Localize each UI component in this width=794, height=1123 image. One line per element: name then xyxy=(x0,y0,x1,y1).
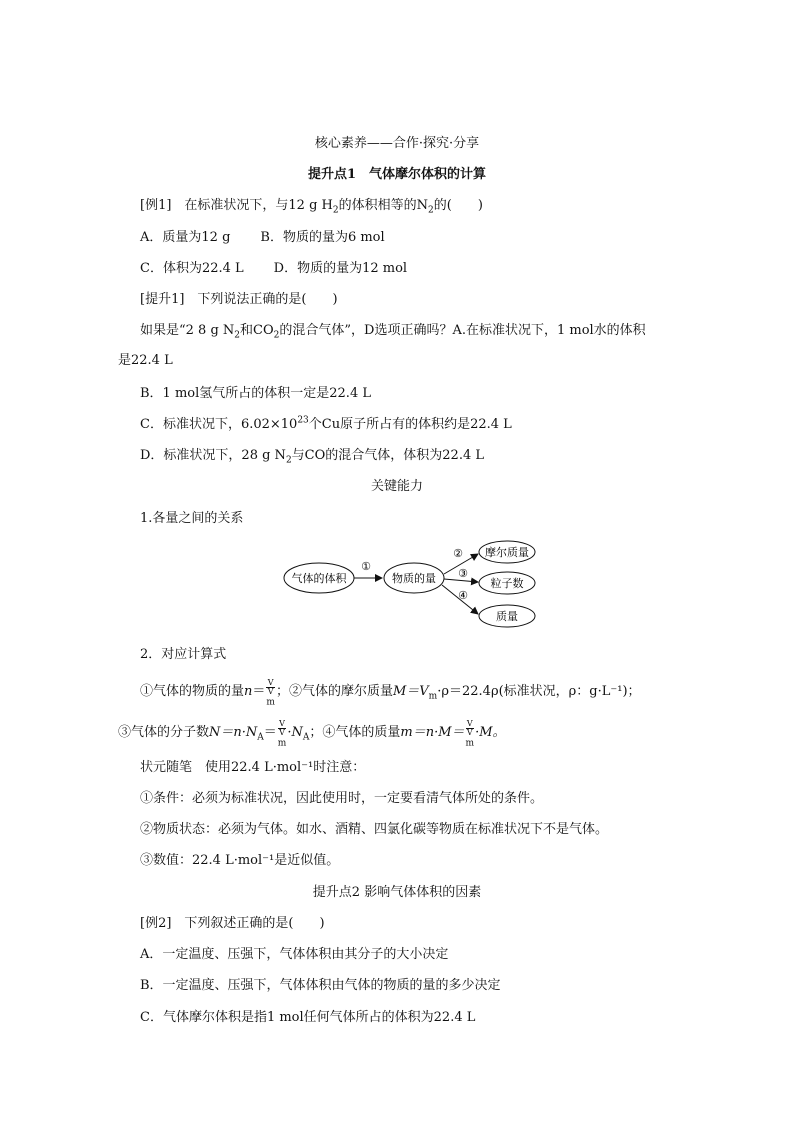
point2-title: 提升点2 影响气体体积的因素 xyxy=(312,885,482,900)
option-c: C．体积为22.4 L xyxy=(140,261,244,276)
practice1-question: 如果是“2 8 g $N_2$和$CO_2$的混合气体”，D选项正确吗？A.在标准状况下，1 mol水的体积 xyxy=(140,323,646,341)
mass-label: 质量 xyxy=(496,610,518,623)
note-1: ①条件：必须为标准状况，因此使用时，一定要看清气体所处的条件。 xyxy=(140,791,544,806)
option-b: B．物质的量为6 mol xyxy=(260,230,385,245)
relation-heading: 1.各量之间的关系 xyxy=(140,511,244,526)
note-3: ③数值：22.4 L·mol⁻¹是近似值。 xyxy=(140,853,340,868)
practice1-option-c: C．标准状况下，$6.02\times 10^{23}$个Cu原子所占有的体积约是22.4 L xyxy=(140,415,512,432)
point1-title: 提升点1 气体摩尔体积的计算 xyxy=(307,167,487,182)
option-d: D．物质的量为12 mol xyxy=(273,261,408,276)
example2-option-c: C．气体摩尔体积是指1 mol任何气体所占的体积为22.4 L xyxy=(140,1010,476,1025)
example2-option-b: B．一定温度、压强下，气体体积由气体的物质的量的多少决定 xyxy=(140,978,501,993)
option-a: A．质量为12 g xyxy=(140,230,231,245)
gas-volume-label: 气体的体积 xyxy=(291,572,347,585)
notes-title: 状元随笔 使用22.4 L·mol⁻¹时注意： xyxy=(140,760,366,775)
step-2-label: ② xyxy=(453,547,463,560)
formula-line-1: ①气体的物质的量n＝ V V $_m$ ；②气体的摩尔质量$M=V_m\cdot\rho=22.4\rho$(标准状况，ρ：g·L⁻¹)； xyxy=(140,678,641,708)
amount-label: 物质的量 xyxy=(392,572,436,585)
particles-label: 粒子数 xyxy=(490,577,524,590)
practice1-option-b: B．1 mol氢气所占的体积一定是22.4 L xyxy=(140,386,371,401)
relation-diagram xyxy=(280,538,550,634)
example2-stem: [例2] 下列叙述正确的是( ) xyxy=(140,916,325,931)
example2-option-a: A．一定温度、压强下，气体体积由其分子的大小决定 xyxy=(140,947,449,962)
molar-mass-label: 摩尔质量 xyxy=(485,546,529,559)
practice1-stem: [提升1] 下列说法正确的是( ) xyxy=(140,292,338,307)
example1-stem: [例1] 在标准状况下，与12 g $H_2$的体积相等的$N_2$的( ) xyxy=(140,198,483,216)
section-title: 核心素养——合作·探究·分享 xyxy=(314,136,480,151)
note-2: ②物质状态：必须为气体。如水、酒精、四氯化碳等物质在标准状况下不是气体。 xyxy=(140,822,609,837)
step-3-label: ③ xyxy=(458,567,468,580)
example1-options-cd xyxy=(140,259,407,279)
step-4-label: ④ xyxy=(458,589,468,602)
key-ability-title: 关键能力 xyxy=(370,479,423,494)
example1-options-ab xyxy=(140,228,385,248)
step-1-label: ① xyxy=(361,560,371,573)
practice1-option-d: D．标准状况下，28 g $N_2$与CO的混合气体，体积为22.4 L xyxy=(140,448,484,466)
practice1-question-line2: 是22.4 L xyxy=(118,353,173,368)
formula-heading: 2．对应计算式 xyxy=(140,647,227,662)
formula-line-2: ③气体的分子数$N=n\cdot N_A=$ V V $_m$ $\cdot N_A$；④气体的质量m＝n·M＝ V V $_m$ ·M。 xyxy=(118,719,506,749)
